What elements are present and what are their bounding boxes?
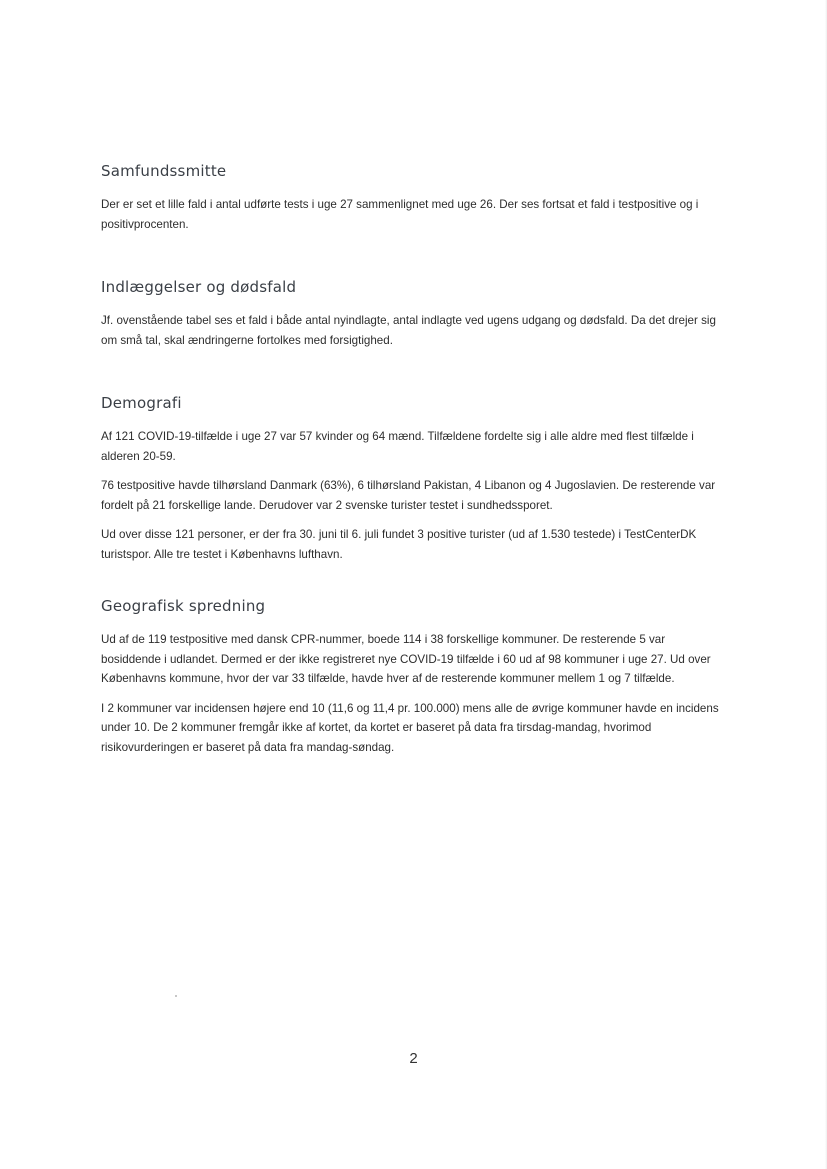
paragraph: Ud over disse 121 personer, er der fra 30. juni til 6. juli fundet 3 positive turister (ud af 1.530 testede) i TestCenterDK turistspor. Alle tre testet i Københavns lufthavn. <box>101 528 697 561</box>
paragraph: 76 testpositive havde tilhørsland Danmark (63%), 6 tilhørsland Pakistan, 4 Libanon og 4 Jugoslavien. De resterende var fordelt på 21 forskellige lande. Derudover var 2 svenske turister testet i sundhedssporet. <box>101 479 716 512</box>
section-heading: Demografi <box>101 394 182 412</box>
paragraph: Jf. ovenstående tabel ses et fald i både antal nyindlagte, antal indlagte ved ugens udgang og dødsfald. Da det drejer sig om små tal, skal ændringerne fortolkes med forsigtighed. <box>101 314 716 347</box>
section-geografisk-spredning <box>101 595 721 767</box>
paragraph: Af 121 COVID-19-tilfælde i uge 27 var 57 kvinder og 64 mænd. Tilfældene fordelte sig i alle aldre med flest tilfælde i alderen 20-59. <box>101 430 694 463</box>
page-number: 2 <box>409 1050 418 1067</box>
section-heading: Samfundssmitte <box>101 162 227 180</box>
section-demografi <box>101 392 721 574</box>
paragraph: Ud af de 119 testpositive med dansk CPR-nummer, boede 114 i 38 forskellige kommuner. De resterende 5 var bosiddende i udlandet. Dermed er der ikke registreret nye COVID-19 tilfælde i 60 ud af 98 kommuner i uge 27. Ud over Københavns kommune, hvor der var 33 tilfælde, havde hver af de resterende kommuner mellem 1 og 7 tilfælde. <box>101 633 711 685</box>
paragraph: I 2 kommuner var incidensen højere end 10 (11,6 og 11,4 pr. 100.000) mens alle de øvrige kommuner havde en incidens under 10. De 2 kommuner fremgår ikke af kortet, da kortet er baseret på data fra tirsdag-mandag, hvorimod risikovurderingen er baseret på data fra mandag-søndag. <box>101 701 719 754</box>
scan-speck <box>175 995 177 997</box>
section-samfundssmitte <box>101 160 721 244</box>
section-heading: Indlæggelser og dødsfald <box>101 278 297 296</box>
section-heading: Geografisk spredning <box>101 597 266 615</box>
paragraph: Der er set et lille fald i antal udførte tests i uge 27 sammenlignet med uge 26. Der ses fortsat et fald i testpositive og i positivprocenten. <box>101 198 699 231</box>
section-indlaeggelser-og-doedsfald <box>101 276 721 360</box>
